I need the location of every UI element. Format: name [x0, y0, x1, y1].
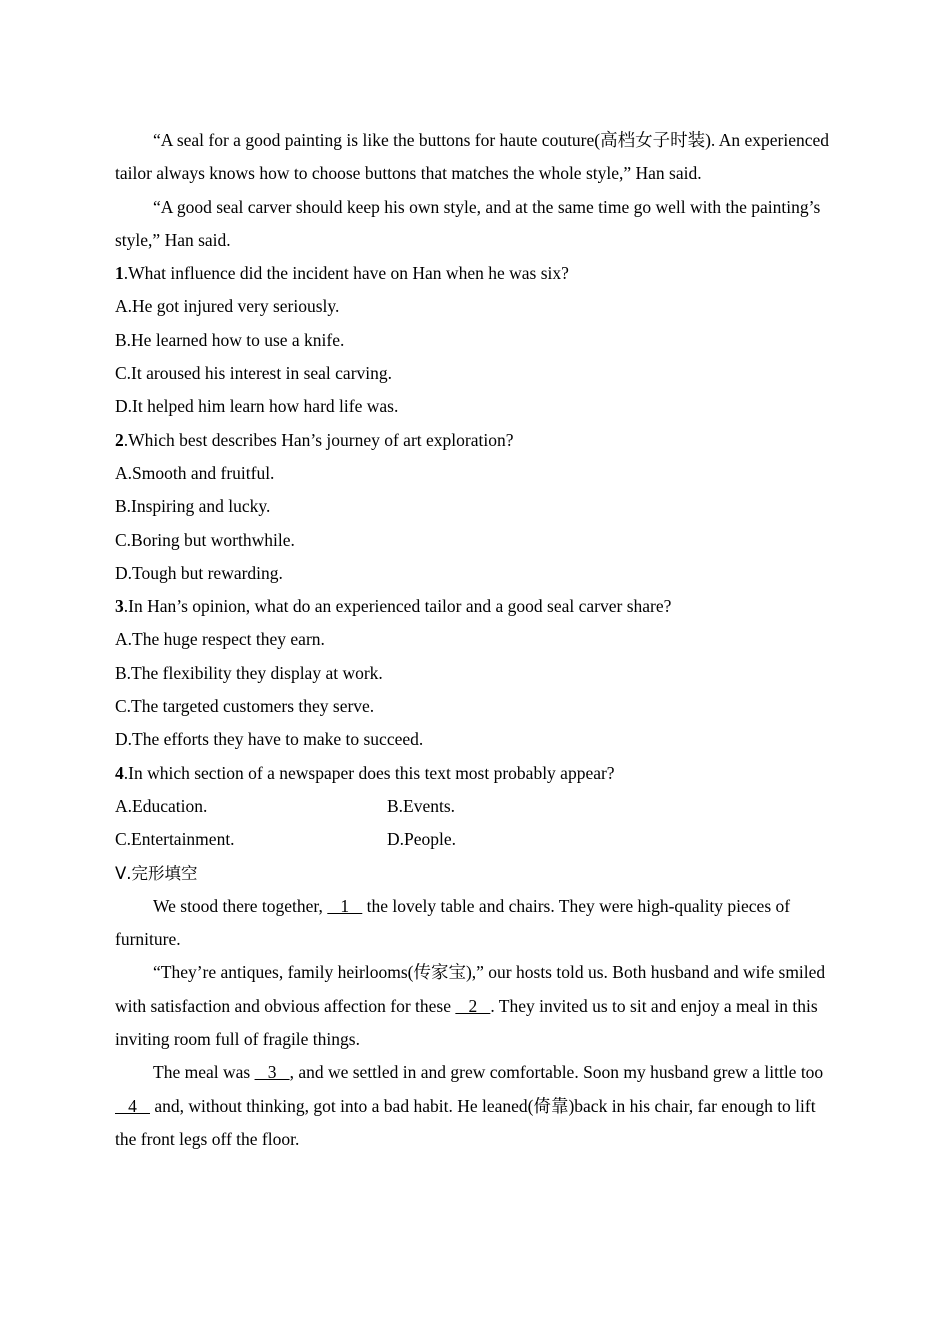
question-1	[115, 257, 837, 423]
option-a: A.He got injured very seriously.	[115, 296, 340, 317]
question-stem	[115, 757, 837, 790]
option-d: D.Tough but rewarding.	[115, 562, 283, 583]
question-2	[115, 424, 837, 590]
cloze-text: “They’re antiques, family heirlooms(传家宝),” our hosts told us. Both husband and wife smiled with satisfaction and obvious affection for these	[115, 962, 826, 1016]
cloze-paragraph	[115, 890, 837, 957]
option-c: C.It aroused his interest in seal carving.	[115, 363, 393, 384]
cloze-text: , and we settled in and grew comfortable. Soon my husband grew a little too	[289, 1062, 824, 1083]
option-d: D.It helped him learn how hard life was.	[115, 396, 399, 417]
question-number: 3	[115, 596, 124, 617]
blank-1: 1	[327, 895, 363, 916]
question-3	[115, 590, 837, 756]
option-b: B.Inspiring and lucky.	[115, 496, 271, 517]
question-number: 1	[115, 263, 124, 284]
passage-paragraph: “A good seal carver should keep his own style, and at the same time go well with the painting’s style,” Han said.	[115, 196, 821, 250]
cloze-text: and, without thinking, got into a bad habit. He leaned(倚靠)back in his chair, far enough to lift the front legs off the floor.	[115, 1095, 816, 1149]
cloze-paragraph	[115, 956, 837, 1056]
option-c: C.Entertainment.	[115, 829, 235, 850]
option-a: A.The huge respect they earn.	[115, 629, 325, 650]
question-number: 4	[115, 762, 124, 783]
blank-3: 3	[254, 1062, 290, 1083]
section-title: Ⅴ.完形填空	[115, 863, 198, 883]
question-number: 2	[115, 429, 124, 450]
question-stem	[115, 590, 837, 623]
cloze-text: The meal was	[153, 1062, 255, 1083]
question-stem	[115, 424, 837, 457]
option-d: D.People.	[387, 829, 457, 850]
question-stem	[115, 257, 837, 290]
question-text: .Which best describes Han’s journey of art exploration?	[123, 429, 514, 450]
options-row	[115, 790, 837, 823]
document-page	[115, 124, 837, 1156]
question-text: .In Han’s opinion, what do an experienced tailor and a good seal carver share?	[123, 596, 672, 617]
options-row	[115, 823, 837, 856]
option-a: A.Education.	[115, 795, 208, 816]
option-a: A.Smooth and fruitful.	[115, 462, 275, 483]
question-text: .In which section of a newspaper does this text most probably appear?	[123, 762, 615, 783]
option-d: D.The efforts they have to make to succeed.	[115, 729, 424, 750]
option-b: B.Events.	[387, 795, 456, 816]
option-b: B.The flexibility they display at work.	[115, 662, 383, 683]
option-c: C.The targeted customers they serve.	[115, 696, 375, 717]
option-c: C.Boring but worthwhile.	[115, 529, 295, 550]
cloze-text: the lovely table and chairs. They were high-quality pieces of furniture.	[115, 895, 791, 950]
blank-2: 2	[455, 995, 491, 1016]
cloze-paragraph	[115, 1056, 837, 1156]
question-text: .What influence did the incident have on Han when he was six?	[123, 263, 569, 284]
cloze-text: . They invited us to sit and enjoy a meal in this inviting room full of fragile things.	[115, 995, 818, 1050]
question-4	[115, 757, 837, 857]
option-b: B.He learned how to use a knife.	[115, 329, 345, 350]
passage-paragraph: “A seal for a good painting is like the buttons for haute couture(高档女子时装). An experienced tailor always knows how to choose buttons that matches the whole style,” Han said.	[115, 130, 830, 184]
cloze-text: We stood there together,	[153, 895, 328, 916]
blank-4: 4	[115, 1095, 150, 1116]
